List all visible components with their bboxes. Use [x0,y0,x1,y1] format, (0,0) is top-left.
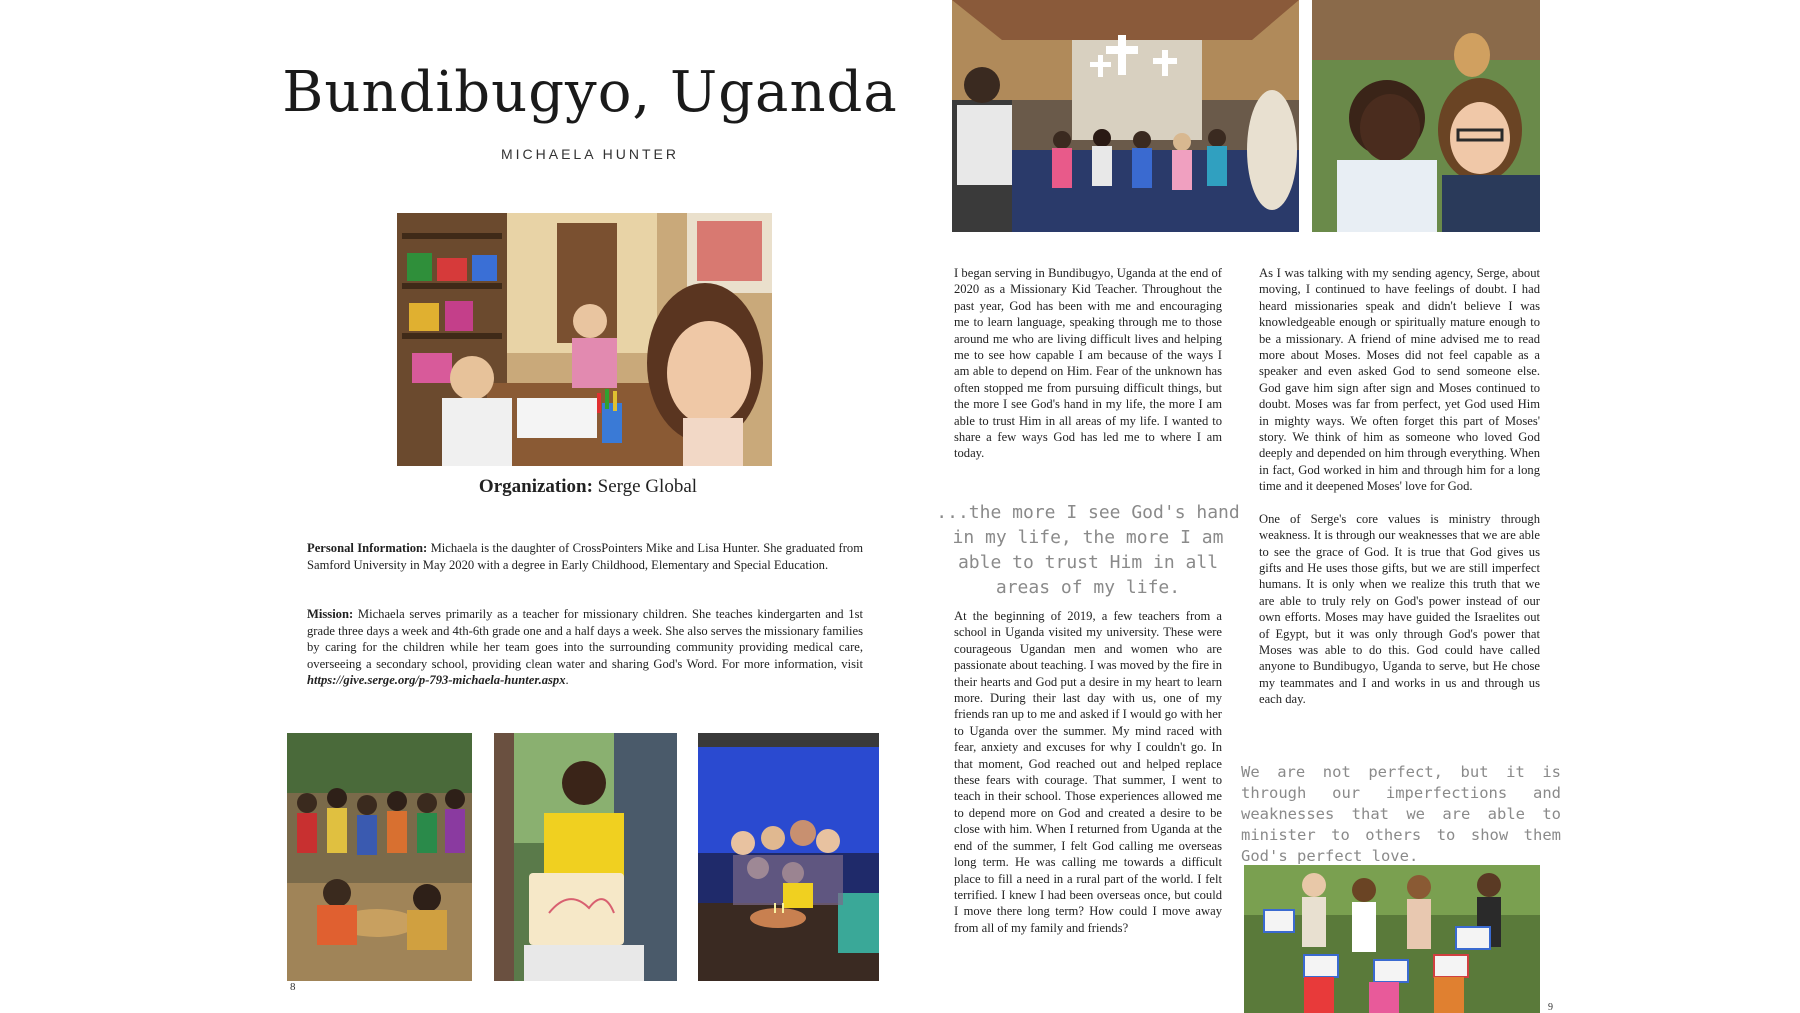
classroom-photo [397,213,772,466]
pull-quote-2: We are not perfect, but it is through our imperfections and weaknesses that we are able to minister to others to show them God's perfect love. [1241,763,1561,865]
mission-end: . [565,673,569,688]
organization-value: Serge Global [597,476,698,497]
article-title: Bundibugyo, Uganda [282,60,898,125]
story-column-right [1259,265,1540,724]
story-paragraph-1: I began serving in Bundibugyo, Uganda at the end of 2020 as a Missionary Kid Teacher. Throughout the past year, God has been with me and encouraging me to learn language, speaking through me to those around me who are living difficult lives and helping me to see how capable I am because of the ways I am able to depend on Him. Fear of the unknown has often stopped me from pursuing difficult things, but the more I see God's hand in my life, the more I am able to trust Him in all areas of my life. I wanted to share a few ways God has led me to where I am today. [954,266,1222,461]
story-paragraph-3: As I was talking with my sending agency, Serge, about moving, I continued to have feelings of doubt. I had heard missionaries speak and didn't believe I was knowledgeable enough or spiritually mature enough to be a missionary. A friend of mine advised me to read more about Moses. Moses did not feel capable as a speaker and even asked God to send someone else. God gave him sign after sign and Moses continued to doubt. Moses was far from perfect, yet God used Him in mighty ways. We often forget this part of Moses' story. We think of him as someone who loved God deeply and depended on him through everything. When in fact, God worked in him and through him for a long time and it deepened Moses' love for God. [1259,266,1540,494]
story-column-left-top [954,265,1222,478]
story-column-left-bottom [954,608,1222,952]
mission-text: Michaela serves primarily as a teacher for missionary children. She teaches kindergarten and 1st grade three days a week and 4th-6th grade one and a half days a week. She also serves the missionary families by caring for the children while her team goes into the surrounding community providing medical care, overseeing a secondary school, providing clean water and sharing God's Word. For more information, visit [307,607,863,671]
story-paragraph-4: One of Serge's core values is ministry through weakness. It is through our weaknesses that we are able to see the grace of God. It is true that God gives us gifts and He uses those gifts, but we are still imperfect humans. It is only when we realize this truth that we are able to truly rely on God's power instead of our own efforts. Moses may have guided the Israelites out of Egypt, but it was only through God's power that Moses was able to do this. God could have called anyone to Bundibugyo, Uganda to serve, but He chose my teammates and I and works in us and through us each day. [1259,511,1540,707]
church-service-photo [952,0,1299,232]
personal-information [307,540,863,573]
child-drawing-photo [494,733,677,981]
selfie-photo [1312,0,1540,232]
organization-label: Organization: [478,476,593,497]
birthday-party-photo [698,733,879,981]
author-byline: MICHAELA HUNTER [500,146,680,162]
personal-info-label: Personal Information: [307,541,428,555]
pull-quote-1: ...the more I see God's hand in my life, the more I am able to trust Him in all areas of my life. [936,502,1240,598]
mission-label: Mission: [307,607,354,621]
group-certificates-photo [1244,865,1540,1013]
mission-section [307,606,863,689]
story-paragraph-2: At the beginning of 2019, a few teachers from a school in Uganda visited my university. These were courageous Ugandan men and women who are passionate about teaching. I was moved by the fire in their hearts and God put a desire in my heart to learn more. During their last day with us, one of my friends ran up to me and asked if I would go with her to Uganda over the summer. My mind raced with fear, anxiety and excuses for why I couldn't go. In that moment, God reached out and helped replace these fears with courage. That summer, I went to teach in their school. Those experiences allowed me to depend more on God and created a desire to be close with him. When I returned from Uganda at the end of the summer, I felt God calling me overseas long term. He was calling me towards a difficult place to fill a need in a rural part of the world. I felt terrified. I knew I had been overseas once, but could I move there long term? How could I move away from all of my family and friends? [954,609,1222,935]
page-number-left: 8 [290,981,296,993]
page-number-right: 9 [1548,1002,1553,1013]
mission-link[interactable]: https://give.serge.org/p-793-michaela-hunter.aspx [307,673,566,688]
personal-info-text: Michaela is the daughter of CrossPointers Mike and Lisa Hunter. She graduated from Samford University in May 2020 with a degree in Early Childhood, Elementary and Special Education. [307,541,863,572]
village-crowd-photo [287,733,472,981]
organization-line [398,476,778,498]
